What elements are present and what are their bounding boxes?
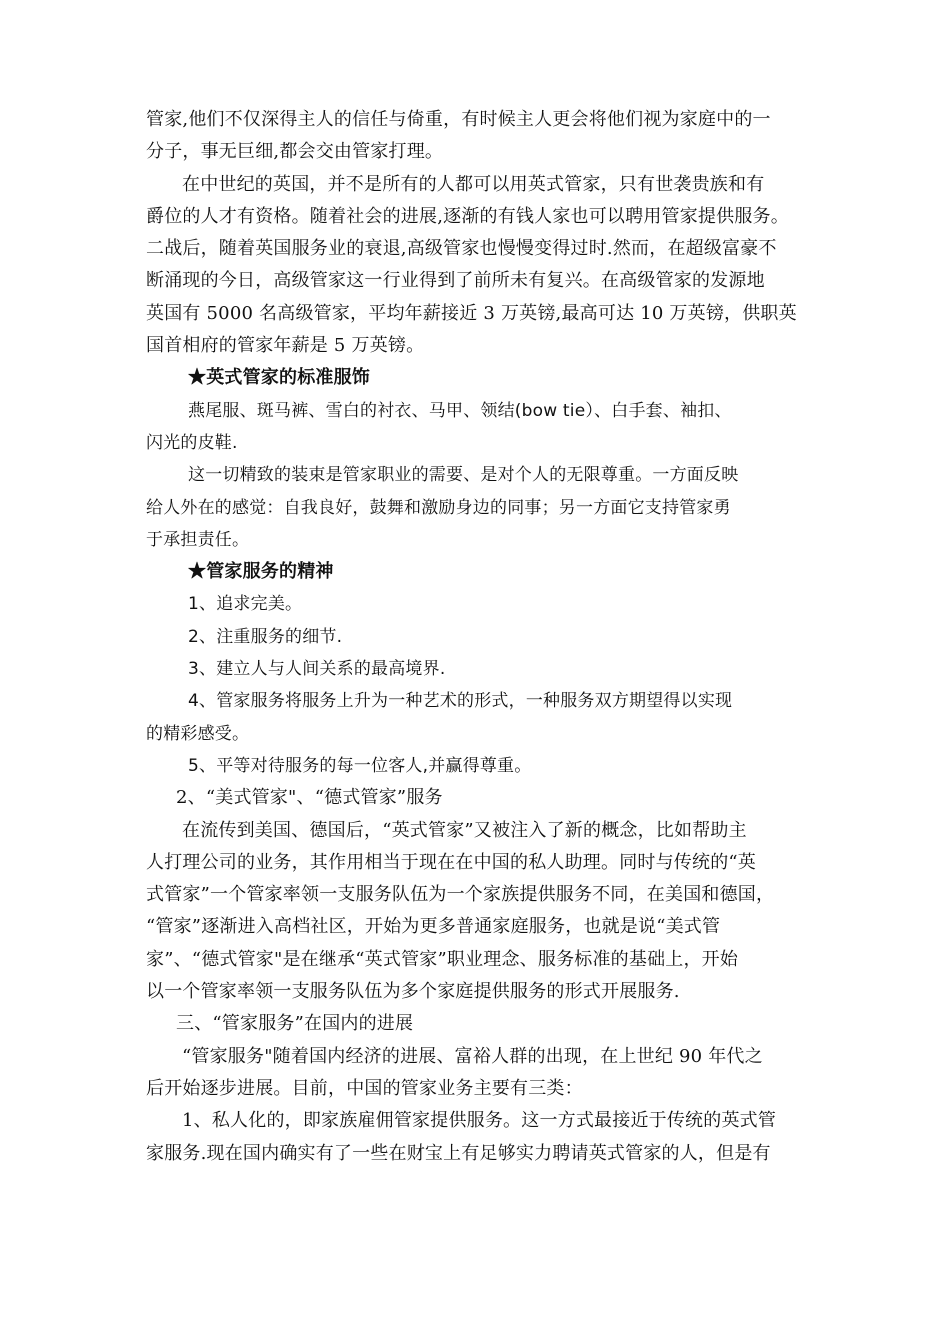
paragraph-line-25: 式管家”一个管家率领一支服务队伍为一个家族提供服务不同，在美国和德国， xyxy=(146,884,775,906)
paragraph-line-12: 这一切精致的装束是管家职业的需要、是对个人的无限尊重。一方面反映 xyxy=(188,465,739,486)
paragraph-line-33: 家服务.现在国内确实有了一些在财宝上有足够实力聘请英式管家的人，但是有 xyxy=(146,1142,771,1164)
list-item-3: 3、建立人与人间关系的最高境界. xyxy=(188,659,446,680)
paragraph-line-31: 后开始逐步进展。目前，中国的管家业务主要有三类： xyxy=(146,1077,583,1099)
paragraph-line-7: 英国有 5000 名高级管家，平均年薪接近 3 万英镑,最高可达 10 万英镑，供职英 xyxy=(146,302,797,324)
paragraph-line-8: 国首相府的管家年薪是 5 万英镑。 xyxy=(146,335,425,357)
paragraph-line-5: 二战后，随着英国服务业的衰退,高级管家也慢慢变得过时.然而，在超级富豪不 xyxy=(146,238,777,260)
list-item-4: 4、管家服务将服务上升为一种艺术的形式，一种服务双方期望得以实现 xyxy=(188,691,733,712)
section-heading-spirit: ★管家服务的精神 xyxy=(188,561,334,583)
list-item-2: 2、注重服务的细节. xyxy=(188,626,343,647)
document-page xyxy=(146,104,814,1170)
list-item-1: 1、追求完美。 xyxy=(188,594,303,615)
paragraph-line-4: 爵位的人才有资格。随着社会的进展,逐渐的有钱人家也可以聘用管家提供服务。 xyxy=(146,205,789,227)
paragraph-line-32: 1、私人化的，即家族雇佣管家提供服务。这一方式最接近于传统的英式管 xyxy=(182,1110,777,1132)
paragraph-line-30: “管家服务"随着国内经济的进展、富裕人群的出现，在上世纪 90 年代之 xyxy=(182,1045,763,1067)
paragraph-line-28: 以一个管家率领一支服务队伍为多个家庭提供服务的形式开展服务. xyxy=(146,981,680,1003)
paragraph-line-3: 在中世纪的英国，并不是所有的人都可以用英式管家，只有世袭贵族和有 xyxy=(182,173,765,195)
section-heading-american-german: 2、“美式管家"、“德式管家”服务 xyxy=(176,787,443,809)
paragraph-line-27: 家”、“德式管家"是在继承“英式管家”职业理念、服务标准的基础上，开始 xyxy=(146,948,739,970)
paragraph-line-6: 断涌现的今日，高级管家这一行业得到了前所未有复兴。在高级管家的发源地 xyxy=(146,270,765,292)
paragraph-line-13: 给人外在的感觉：自我良好，鼓舞和激励身边的同事；另一方面它支持管家勇 xyxy=(146,497,731,518)
section-heading-attire: ★英式管家的标准服饰 xyxy=(188,367,370,389)
paragraph-line-10: 燕尾服、斑马裤、雪白的衬衣、马甲、领结(bow tie）、白手套、袖扣、 xyxy=(188,400,732,421)
paragraph-line-2: 分子，事无巨细,都会交由管家打理。 xyxy=(146,141,444,163)
paragraph-line-26: “管家”逐渐进入高档社区，开始为更多普通家庭服务，也就是说“美式管 xyxy=(146,916,721,938)
paragraph-line-24: 人打理公司的业务，其作用相当于现在在中国的私人助理。同时与传统的“英 xyxy=(146,851,756,873)
paragraph-line-1: 管家,他们不仅深得主人的信任与倚重，有时候主人更会将他们视为家庭中的一 xyxy=(146,109,771,130)
section-heading-domestic: 三、“管家服务”在国内的进展 xyxy=(176,1013,414,1035)
paragraph-line-14: 于承担责任。 xyxy=(146,529,250,550)
paragraph-line-23: 在流传到美国、德国后，“英式管家”又被注入了新的概念，比如帮助主 xyxy=(182,819,747,841)
list-item-5: 5、平等对待服务的每一位客人,并赢得尊重。 xyxy=(188,755,532,776)
paragraph-line-11: 闪光的皮鞋. xyxy=(146,432,238,453)
list-item-4-cont: 的精彩感受。 xyxy=(146,723,250,744)
